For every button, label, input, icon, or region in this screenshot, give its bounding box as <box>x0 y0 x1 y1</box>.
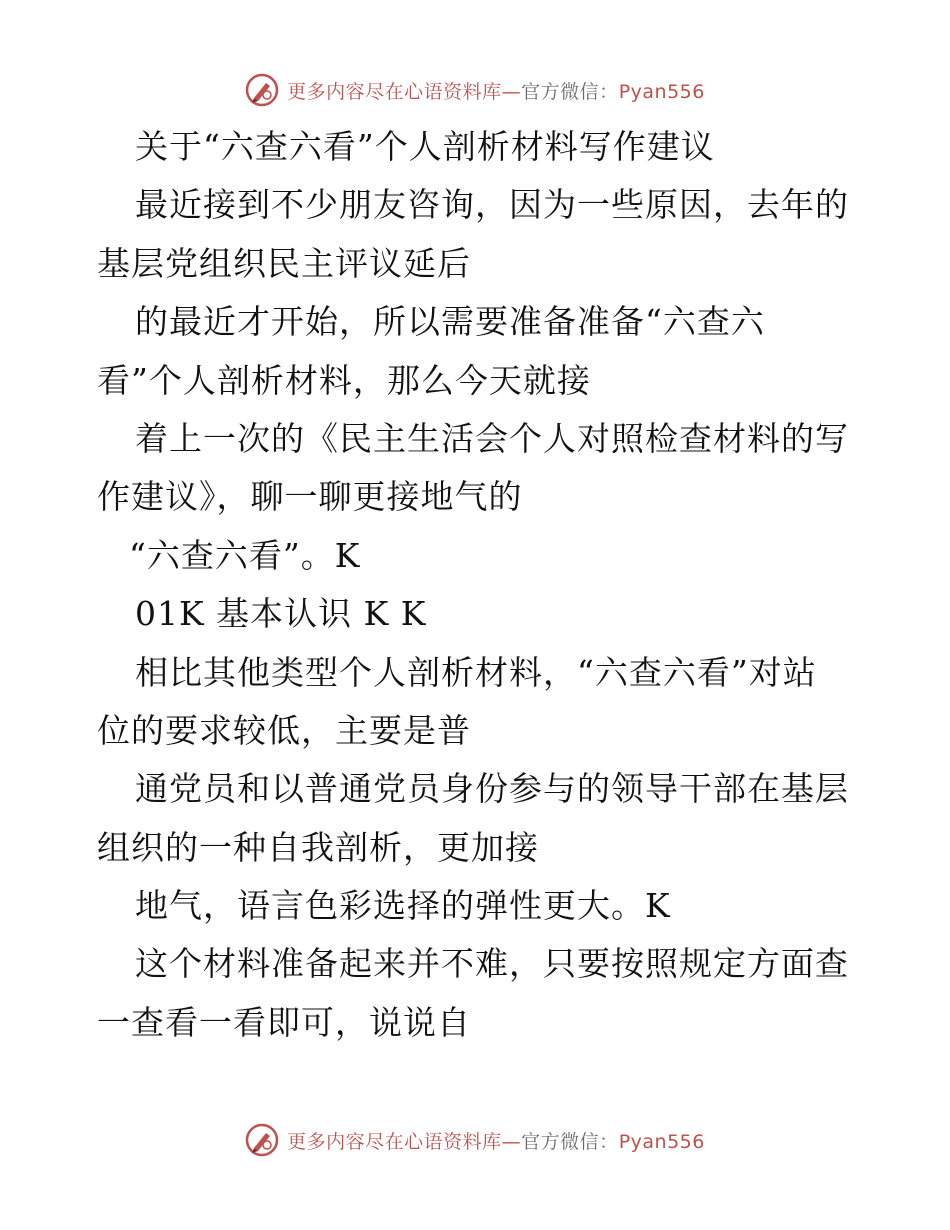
footer-wechat-label: 官方微信： <box>521 1130 619 1153</box>
text-line: 通党员和以普通党员身份参与的领导干部在基层 <box>135 769 849 809</box>
text-line: “六查六看”。K <box>129 535 361 575</box>
text-line: 地气，语言色彩选择的弹性更大。K <box>135 886 671 926</box>
pen-logo-icon <box>245 1123 279 1157</box>
text-line: 基层党组织民主评议延后 <box>97 243 471 283</box>
header-wechat-id: Pyan556 <box>618 80 705 103</box>
text-line: 最近接到不少朋友咨询，因为一些原因，去年的 <box>135 185 849 225</box>
text-line: 一查看一看即可，说说自 <box>97 1002 471 1042</box>
text-line: 的最近才开始，所以需要准备准备“六查六 <box>135 302 765 342</box>
header-wechat-label: 官方微信： <box>521 80 619 103</box>
footer-banner <box>0 1120 950 1160</box>
document-title: 关于“六查六看”个人剖析材料写作建议 <box>135 127 715 166</box>
text-line: 看”个人剖析材料，那么今天就接 <box>97 360 591 400</box>
header-separator: — <box>501 80 522 103</box>
document-body <box>97 118 857 1052</box>
text-line: 组织的一种自我剖析，更加接 <box>97 827 539 867</box>
header-banner <box>0 70 950 110</box>
footer-separator: — <box>501 1130 522 1153</box>
text-line: 作建议》，聊一聊更接地气的 <box>97 477 523 517</box>
pen-logo-icon <box>245 73 279 107</box>
text-line: 位的要求较低，主要是普 <box>97 710 471 750</box>
header-brand: 更多内容尽在心语资料库 <box>287 80 502 103</box>
section-heading: 01K 基本认识 K K <box>135 594 427 634</box>
text-line: 着上一次的《民主生活会个人对照检查材料的写 <box>135 418 849 458</box>
text-line: 相比其他类型个人剖析材料，“六查六看”对站 <box>135 652 817 692</box>
footer-brand: 更多内容尽在心语资料库 <box>287 1130 502 1153</box>
footer-banner-text <box>287 1127 705 1154</box>
header-banner-text <box>287 77 705 104</box>
text-line: 这个材料准备起来并不难，只要按照规定方面查 <box>135 944 849 984</box>
footer-wechat-id: Pyan556 <box>618 1130 705 1153</box>
